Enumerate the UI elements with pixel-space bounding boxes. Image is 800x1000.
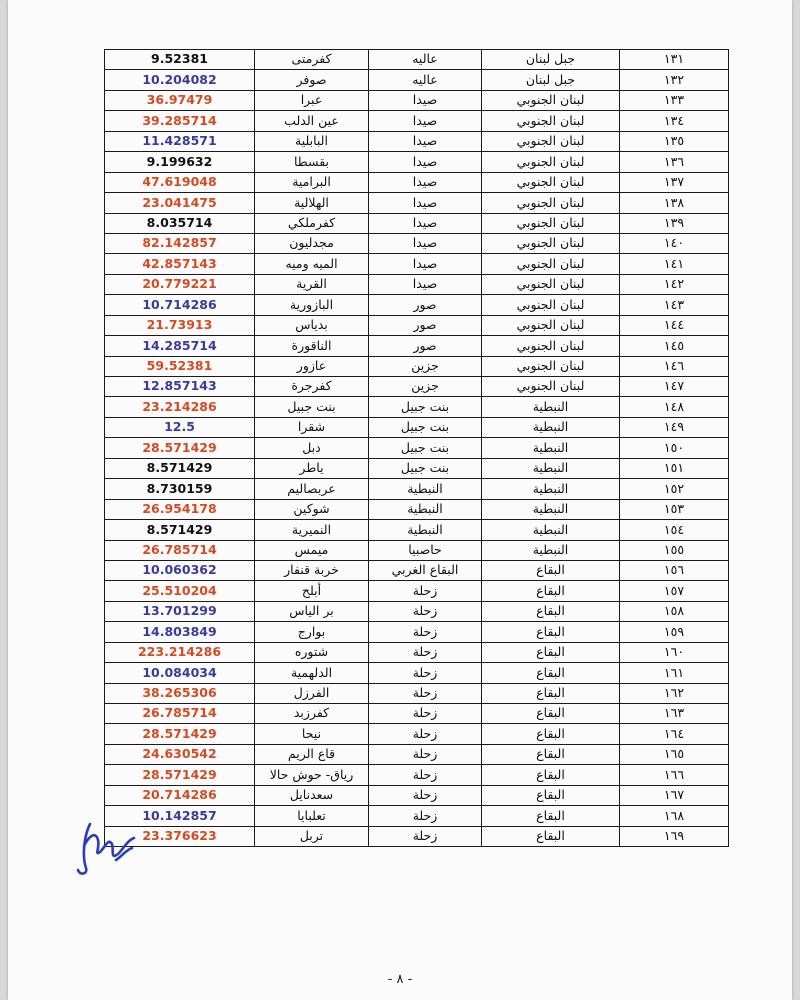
town-cell: عازور <box>255 356 369 376</box>
caza-cell: زحلة <box>369 724 482 744</box>
governorate-cell: البقاع <box>482 826 620 846</box>
caza-cell: عاليه <box>369 50 482 70</box>
caza-cell: البقاع الغربي <box>369 560 482 580</box>
row-number-cell: ١٥١ <box>620 458 729 478</box>
value-cell: 26.785714 <box>105 704 255 724</box>
table-row <box>105 540 729 560</box>
row-number-cell: ١٦٤ <box>620 724 729 744</box>
value-cell: 21.73913 <box>105 315 255 335</box>
town-cell: كفرمتى <box>255 50 369 70</box>
caza-cell: زحلة <box>369 642 482 662</box>
governorate-cell: النبطية <box>482 397 620 417</box>
value-cell: 12.857143 <box>105 377 255 397</box>
caza-cell: صيدا <box>369 131 482 151</box>
table-row <box>105 213 729 233</box>
governorate-cell: البقاع <box>482 704 620 724</box>
caza-cell: جزين <box>369 356 482 376</box>
caza-cell: صيدا <box>369 152 482 172</box>
value-cell: 42.857143 <box>105 254 255 274</box>
governorate-cell: البقاع <box>482 581 620 601</box>
row-number-cell: ١٤٤ <box>620 315 729 335</box>
table-row <box>105 438 729 458</box>
table-row <box>105 152 729 172</box>
caza-cell: صور <box>369 295 482 315</box>
town-cell: الهلالية <box>255 193 369 213</box>
table-row <box>105 704 729 724</box>
caza-cell: بنت جبيل <box>369 458 482 478</box>
governorate-cell: لبنان الجنوبي <box>482 233 620 253</box>
table-row <box>105 765 729 785</box>
town-cell: كفرجرة <box>255 377 369 397</box>
caza-cell: بنت جبيل <box>369 397 482 417</box>
town-cell: الناقورة <box>255 336 369 356</box>
town-cell: شوكين <box>255 499 369 519</box>
table-body <box>105 50 729 847</box>
caza-cell: صيدا <box>369 193 482 213</box>
governorate-cell: البقاع <box>482 806 620 826</box>
caza-cell: النبطية <box>369 520 482 540</box>
table-row <box>105 50 729 70</box>
governorate-cell: النبطية <box>482 499 620 519</box>
table-row <box>105 479 729 499</box>
town-cell: البابلية <box>255 131 369 151</box>
row-number-cell: ١٦٩ <box>620 826 729 846</box>
row-number-cell: ١٣٢ <box>620 70 729 90</box>
governorate-cell: لبنان الجنوبي <box>482 90 620 110</box>
town-cell: ميمس <box>255 540 369 560</box>
data-table <box>104 49 729 847</box>
row-number-cell: ١٥٧ <box>620 581 729 601</box>
table-row <box>105 601 729 621</box>
table-row <box>105 397 729 417</box>
caza-cell: صور <box>369 336 482 356</box>
table-row <box>105 233 729 253</box>
row-number-cell: ١٥٣ <box>620 499 729 519</box>
governorate-cell: البقاع <box>482 622 620 642</box>
value-cell: 38.265306 <box>105 683 255 703</box>
table-row <box>105 581 729 601</box>
row-number-cell: ١٦٦ <box>620 765 729 785</box>
governorate-cell: لبنان الجنوبي <box>482 254 620 274</box>
governorate-cell: لبنان الجنوبي <box>482 356 620 376</box>
governorate-cell: لبنان الجنوبي <box>482 274 620 294</box>
town-cell: الفرزل <box>255 683 369 703</box>
row-number-cell: ١٣٩ <box>620 213 729 233</box>
town-cell: قاع الريم <box>255 744 369 764</box>
row-number-cell: ١٦٢ <box>620 683 729 703</box>
town-cell: صوفر <box>255 70 369 90</box>
town-cell: مجدليون <box>255 233 369 253</box>
row-number-cell: ١٥٢ <box>620 479 729 499</box>
row-number-cell: ١٥٤ <box>620 520 729 540</box>
caza-cell: زحلة <box>369 683 482 703</box>
value-cell: 8.571429 <box>105 520 255 540</box>
town-cell: البرامية <box>255 172 369 192</box>
row-number-cell: ١٤١ <box>620 254 729 274</box>
row-number-cell: ١٤٧ <box>620 377 729 397</box>
governorate-cell: النبطية <box>482 540 620 560</box>
row-number-cell: ١٤٦ <box>620 356 729 376</box>
value-cell: 9.52381 <box>105 50 255 70</box>
governorate-cell: لبنان الجنوبي <box>482 336 620 356</box>
table-row <box>105 356 729 376</box>
value-cell: 14.803849 <box>105 622 255 642</box>
value-cell: 14.285714 <box>105 336 255 356</box>
value-cell: 10.060362 <box>105 560 255 580</box>
row-number-cell: ١٥٨ <box>620 601 729 621</box>
caza-cell: صيدا <box>369 254 482 274</box>
value-cell: 23.041475 <box>105 193 255 213</box>
table-row <box>105 724 729 744</box>
row-number-cell: ١٣٥ <box>620 131 729 151</box>
caza-cell: صور <box>369 315 482 335</box>
governorate-cell: لبنان الجنوبي <box>482 172 620 192</box>
value-cell: 9.199632 <box>105 152 255 172</box>
value-cell: 26.954178 <box>105 499 255 519</box>
governorate-cell: النبطية <box>482 438 620 458</box>
row-number-cell: ١٣٤ <box>620 111 729 131</box>
value-cell: 28.571429 <box>105 438 255 458</box>
table-row <box>105 377 729 397</box>
value-cell: 36.97479 <box>105 90 255 110</box>
caza-cell: زحلة <box>369 622 482 642</box>
caza-cell: صيدا <box>369 274 482 294</box>
value-cell: 39.285714 <box>105 111 255 131</box>
table-row <box>105 785 729 805</box>
governorate-cell: البقاع <box>482 642 620 662</box>
table-row <box>105 295 729 315</box>
caza-cell: زحلة <box>369 663 482 683</box>
town-cell: شقرا <box>255 417 369 437</box>
governorate-cell: البقاع <box>482 663 620 683</box>
value-cell: 24.630542 <box>105 744 255 764</box>
value-cell: 8.571429 <box>105 458 255 478</box>
town-cell: بنت جبيل <box>255 397 369 417</box>
table-row <box>105 315 729 335</box>
value-cell: 10.714286 <box>105 295 255 315</box>
table-row <box>105 90 729 110</box>
caza-cell: جزين <box>369 377 482 397</box>
row-number-cell: ١٤٥ <box>620 336 729 356</box>
table-row <box>105 458 729 478</box>
caza-cell: زحلة <box>369 581 482 601</box>
value-cell: 12.5 <box>105 417 255 437</box>
caza-cell: زحلة <box>369 744 482 764</box>
row-number-cell: ١٥٠ <box>620 438 729 458</box>
caza-cell: صيدا <box>369 111 482 131</box>
governorate-cell: لبنان الجنوبي <box>482 131 620 151</box>
town-cell: كفرملكي <box>255 213 369 233</box>
town-cell: عين الدلب <box>255 111 369 131</box>
value-cell: 26.785714 <box>105 540 255 560</box>
value-cell: 13.701299 <box>105 601 255 621</box>
town-cell: أبلح <box>255 581 369 601</box>
governorate-cell: لبنان الجنوبي <box>482 111 620 131</box>
caza-cell: زحلة <box>369 806 482 826</box>
governorate-cell: البقاع <box>482 683 620 703</box>
town-cell: بوارج <box>255 622 369 642</box>
table-row <box>105 520 729 540</box>
table-row <box>105 172 729 192</box>
row-number-cell: ١٣٧ <box>620 172 729 192</box>
governorate-cell: النبطية <box>482 479 620 499</box>
caza-cell: حاصبيا <box>369 540 482 560</box>
governorate-cell: جبل لبنان <box>482 50 620 70</box>
town-cell: ياطر <box>255 458 369 478</box>
table-row <box>105 254 729 274</box>
governorate-cell: لبنان الجنوبي <box>482 315 620 335</box>
town-cell: خربة قنفار <box>255 560 369 580</box>
governorate-cell: لبنان الجنوبي <box>482 213 620 233</box>
value-cell: 10.084034 <box>105 663 255 683</box>
caza-cell: زحلة <box>369 765 482 785</box>
value-cell: 223.214286 <box>105 642 255 662</box>
table-row <box>105 193 729 213</box>
table-row <box>105 70 729 90</box>
page-number: - ٨ - <box>387 972 413 987</box>
row-number-cell: ١٤٢ <box>620 274 729 294</box>
town-cell: تعلبايا <box>255 806 369 826</box>
table-row <box>105 683 729 703</box>
town-cell: رياق- حوش حالا <box>255 765 369 785</box>
town-cell: دبل <box>255 438 369 458</box>
table-row <box>105 806 729 826</box>
governorate-cell: جبل لبنان <box>482 70 620 90</box>
value-cell: 10.142857 <box>105 806 255 826</box>
value-cell: 8.730159 <box>105 479 255 499</box>
document-page <box>8 0 792 1000</box>
caza-cell: صيدا <box>369 233 482 253</box>
row-number-cell: ١٣١ <box>620 50 729 70</box>
table-row <box>105 417 729 437</box>
caza-cell: صيدا <box>369 172 482 192</box>
row-number-cell: ١٦١ <box>620 663 729 683</box>
governorate-cell: النبطية <box>482 520 620 540</box>
governorate-cell: لبنان الجنوبي <box>482 377 620 397</box>
town-cell: بدياس <box>255 315 369 335</box>
value-cell: 28.571429 <box>105 724 255 744</box>
governorate-cell: لبنان الجنوبي <box>482 152 620 172</box>
row-number-cell: ١٦٣ <box>620 704 729 724</box>
caza-cell: صيدا <box>369 213 482 233</box>
table-row <box>105 622 729 642</box>
table-row <box>105 744 729 764</box>
governorate-cell: البقاع <box>482 744 620 764</box>
governorate-cell: لبنان الجنوبي <box>482 193 620 213</box>
town-cell: بر الياس <box>255 601 369 621</box>
value-cell: 10.204082 <box>105 70 255 90</box>
row-number-cell: ١٦٨ <box>620 806 729 826</box>
caza-cell: النبطية <box>369 499 482 519</box>
table-row <box>105 336 729 356</box>
table-row <box>105 642 729 662</box>
table-row <box>105 560 729 580</box>
table-row <box>105 826 729 846</box>
caza-cell: زحلة <box>369 704 482 724</box>
caza-cell: بنت جبيل <box>369 417 482 437</box>
table-row <box>105 499 729 519</box>
town-cell: الدلهمية <box>255 663 369 683</box>
governorate-cell: البقاع <box>482 601 620 621</box>
value-cell: 23.376623 <box>105 826 255 846</box>
caza-cell: زحلة <box>369 826 482 846</box>
value-cell: 47.619048 <box>105 172 255 192</box>
value-cell: 82.142857 <box>105 233 255 253</box>
row-number-cell: ١٦٧ <box>620 785 729 805</box>
row-number-cell: ١٥٦ <box>620 560 729 580</box>
town-cell: شتوره <box>255 642 369 662</box>
row-number-cell: ١٥٥ <box>620 540 729 560</box>
town-cell: تربل <box>255 826 369 846</box>
town-cell: بقسطا <box>255 152 369 172</box>
caza-cell: صيدا <box>369 90 482 110</box>
value-cell: 25.510204 <box>105 581 255 601</box>
value-cell: 59.52381 <box>105 356 255 376</box>
handwritten-signature <box>76 816 146 880</box>
governorate-cell: البقاع <box>482 560 620 580</box>
governorate-cell: البقاع <box>482 765 620 785</box>
row-number-cell: ١٥٩ <box>620 622 729 642</box>
row-number-cell: ١٣٣ <box>620 90 729 110</box>
town-cell: القرية <box>255 274 369 294</box>
town-cell: نيحا <box>255 724 369 744</box>
town-cell: عربصاليم <box>255 479 369 499</box>
table-row <box>105 274 729 294</box>
governorate-cell: النبطية <box>482 417 620 437</box>
town-cell: عبرا <box>255 90 369 110</box>
table-row <box>105 131 729 151</box>
row-number-cell: ١٤٣ <box>620 295 729 315</box>
town-cell: كفرزبد <box>255 704 369 724</box>
caza-cell: بنت جبيل <box>369 438 482 458</box>
row-number-cell: ١٤٠ <box>620 233 729 253</box>
row-number-cell: ١٦٥ <box>620 744 729 764</box>
value-cell: 11.428571 <box>105 131 255 151</box>
row-number-cell: ١٣٨ <box>620 193 729 213</box>
row-number-cell: ١٤٨ <box>620 397 729 417</box>
governorate-cell: لبنان الجنوبي <box>482 295 620 315</box>
town-cell: سعدنايل <box>255 785 369 805</box>
table-row <box>105 111 729 131</box>
row-number-cell: ١٦٠ <box>620 642 729 662</box>
governorate-cell: البقاع <box>482 724 620 744</box>
caza-cell: عاليه <box>369 70 482 90</box>
caza-cell: زحلة <box>369 785 482 805</box>
town-cell: البازورية <box>255 295 369 315</box>
caza-cell: زحلة <box>369 601 482 621</box>
value-cell: 23.214286 <box>105 397 255 417</box>
table-row <box>105 663 729 683</box>
value-cell: 28.571429 <box>105 765 255 785</box>
row-number-cell: ١٤٩ <box>620 417 729 437</box>
value-cell: 20.714286 <box>105 785 255 805</box>
value-cell: 8.035714 <box>105 213 255 233</box>
row-number-cell: ١٣٦ <box>620 152 729 172</box>
town-cell: النميرية <box>255 520 369 540</box>
town-cell: الميه وميه <box>255 254 369 274</box>
value-cell: 20.779221 <box>105 274 255 294</box>
caza-cell: النبطية <box>369 479 482 499</box>
governorate-cell: النبطية <box>482 458 620 478</box>
governorate-cell: البقاع <box>482 785 620 805</box>
